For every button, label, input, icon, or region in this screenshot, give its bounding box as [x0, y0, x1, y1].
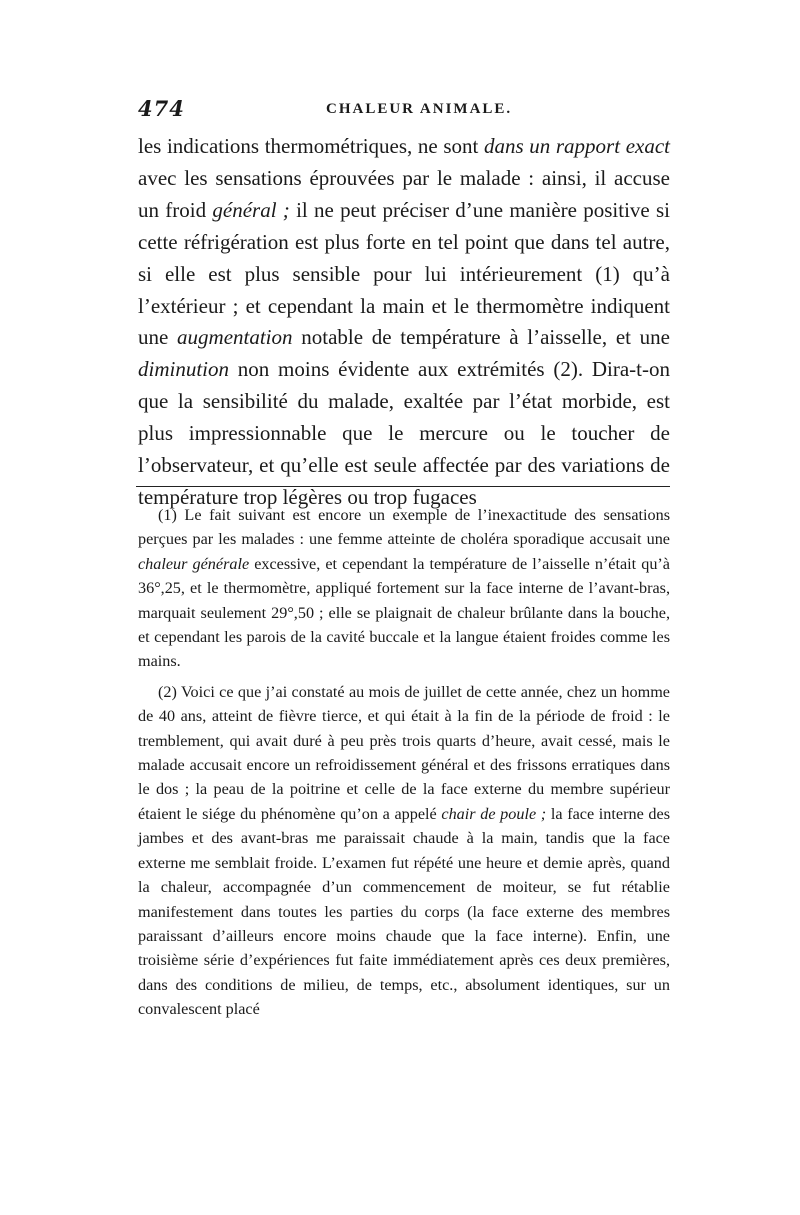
running-head: CHALEUR ANIMALE.: [326, 101, 513, 117]
body-italic-segment: dans un rapport exact: [483, 134, 670, 158]
footnote-italic: chair de poule ;: [441, 804, 547, 823]
footnote-italic: chaleur générale: [138, 554, 250, 573]
body-italic-segment: augmentation: [177, 325, 293, 350]
footnote-divider: [136, 486, 670, 487]
body-text-segment: il ne peut préciser d’une manière positive si cette réfrigération est plus forte en tel point que dans tel autre, si elle est plus sensible pour lui intérieurement (1) qu’à l’extérieur ; et cependant la main et le thermomètre indiquent une: [138, 197, 670, 350]
body-text-segment: non moins évidente aux extrémités (2). Dira-t-on que la sensibilité du malade, exaltée par l’état morbide, est plus impressionnable que le mercure ou le toucher de l’observateur, et qu’elle est seule affectée par des variations de température trop légères ou trop fugaces: [138, 357, 670, 509]
main-paragraph: [138, 131, 670, 514]
footnotes: [138, 503, 670, 1022]
footnote-text: (2) Voici ce que j’ai constaté au mois de juillet de cette année, chez un homme de 40 ans, atteint de fièvre tierce, et qui était à la fin de la période de froid : le tremblement, qui avait duré à peu près trois quarts d’heure, avait cessé, mais le malade accusait encore un refroidissement général et des frissons erratiques dans le dos ; la peau de la poitrine et celle de la face externe du membre supérieur étaient le siége du phénomène qu’on a appelé: [138, 682, 670, 823]
body-text-segment: les indications thermométriques, ne sont: [138, 134, 484, 158]
page-number: 474: [138, 96, 185, 121]
footnote-2: [138, 680, 670, 1022]
body-text-segment: notable de température à l’aisselle, et une: [292, 325, 671, 350]
body-italic-segment: général ;: [212, 197, 290, 222]
footnote-text: (1) Le fait suivant est encore un exemple de l’inexactitude des sensations perçues par les malades : une femme atteinte de choléra sporadique accusait une: [138, 506, 670, 549]
page-header: [138, 96, 670, 128]
footnote-text: excessive, et cependant la température de l’aisselle n’était qu’à 36°,25, et le thermomètre, appliqué fortement sur la face interne de l’avant-bras, marquait seulement 29°,50 ; elle se plaignait de chaleur brûlante dans la bouche, et cependant les parois de la cavité buccale et la langue étaient froides comme les mains.: [138, 554, 670, 671]
footnote-1: [138, 503, 670, 674]
footnote-text: la face interne des jambes et des avant-bras me paraissait chaude à la main, tandis que la face externe me semblait froide. L’examen fut répété une heure et demie après, quand la chaleur, accompagnée d’un commencement de moiteur, se fut rétablie manifestement dans toutes les parties du corps (la face externe des membres paraissant d’ailleurs encore moins chaude que la face interne). Enfin, une troisième série d’expériences fut faite immédiatement après ces deux premières, dans des conditions de milieu, de temps, etc., absolument identiques, sur un convalescent placé: [138, 804, 670, 1019]
body-italic-segment: diminution: [138, 357, 230, 382]
body-text-segment: avec les sensations éprouvées par le malade : ainsi, il accuse un froid: [138, 165, 670, 222]
